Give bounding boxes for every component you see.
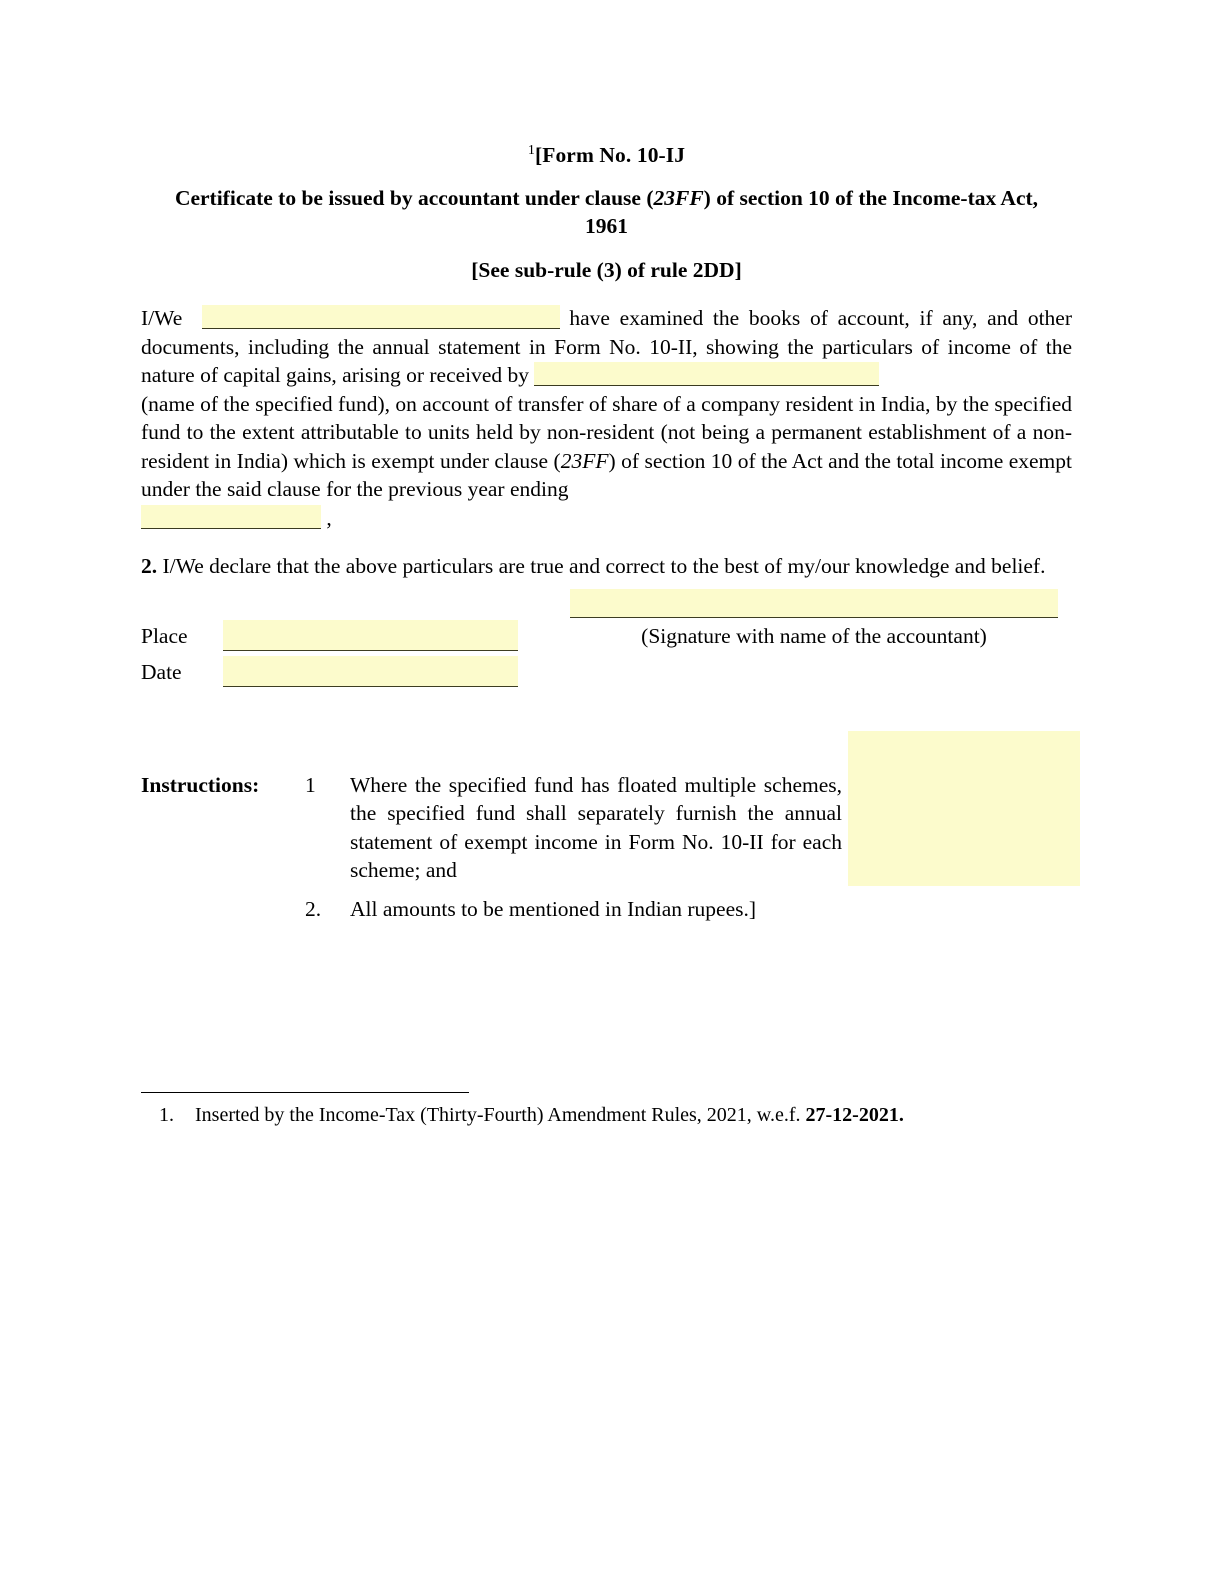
declaration-paragraph <box>141 284 1072 532</box>
place-row <box>141 615 561 651</box>
paragraph-segment-4: ) of section 10 of the Act and the total income exempt under the said clause for the previous year ending <box>141 448 1072 502</box>
certificate-title <box>141 168 1072 241</box>
footnote-date: 27-12-2021. <box>805 1104 904 1126</box>
accountant-name-blank[interactable] <box>202 305 560 329</box>
signature-area <box>141 581 1072 723</box>
instruction-2-text: All amounts to be mentioned in Indian rupees.] <box>350 896 757 921</box>
form-number-text: [Form No. 10-IJ <box>534 143 686 167</box>
date-label: Date <box>141 659 182 684</box>
footnote-marker: 1 <box>527 142 535 158</box>
specified-fund-name-blank[interactable] <box>534 362 879 386</box>
place-date-block <box>141 615 561 687</box>
signature-block <box>570 589 1058 650</box>
instruction-item-1 <box>141 771 1072 885</box>
paragraph-segment-3: (name of the specified fund), on account of transfer of share of a company resident in India, by the specified fund to the extent attributable to units held by non-resident (not being a permanent establishment of a non-resident in India) which is exempt under clause ( <box>141 391 1072 473</box>
paragraph-segment-5: , <box>326 505 332 530</box>
previous-year-ending-blank[interactable] <box>141 505 321 529</box>
place-input[interactable] <box>223 620 518 651</box>
certificate-title-part1: Certificate to be issued by accountant under clause ( <box>174 186 654 211</box>
document-content <box>141 0 1072 923</box>
instructions-section <box>141 723 1072 924</box>
instruction-item-2 <box>141 885 1072 924</box>
footnote-number: 1. <box>159 1104 174 1126</box>
form-number-heading <box>141 0 1072 168</box>
signature-blank[interactable] <box>570 589 1058 618</box>
date-row <box>141 651 561 687</box>
instruction-2-number: 2. <box>305 896 322 921</box>
footnote-text <box>195 1101 904 1129</box>
instructions-list <box>141 771 1072 924</box>
footnote-area <box>141 1092 1072 1129</box>
paragraph-clause-italic: 23FF <box>560 448 609 473</box>
declaration-clause-2 <box>141 532 1072 581</box>
title-block <box>141 0 1072 284</box>
instruction-1-text: Where the specified fund has floated multiple schemes, the specified fund shall separately furnish the annual statement of exempt income in Form No. 10-II for each scheme; and <box>350 772 842 883</box>
clause-2-number: 2. <box>141 554 158 579</box>
instruction-1-number: 1 <box>305 772 316 797</box>
place-label: Place <box>141 623 188 648</box>
footnote-text-part1: Inserted by the Income-Tax (Thirty-Fourth) Amendment Rules, 2021, w.e.f. <box>195 1104 806 1126</box>
clause-2-text: I/We declare that the above particulars are true and correct to the best of my/our knowledge and belief. <box>162 554 1046 579</box>
footnote-entry <box>141 1101 1072 1129</box>
instructions-label: Instructions: <box>141 772 260 797</box>
certificate-title-clause: 23FF <box>653 186 704 211</box>
footnote-separator <box>141 1092 469 1093</box>
paragraph-segment-2: have examined the books of account, if any, and other documents, including the annual statement in Form No. 10-II, showing the particulars of income of the nature of capital gains, arising or received by <box>141 306 1072 388</box>
see-rule-reference: [See sub-rule (3) of rule 2DD] <box>471 258 742 283</box>
paragraph-segment-1: I/We <box>141 306 183 331</box>
date-input[interactable] <box>223 656 518 687</box>
certificate-title-part2: ) of section 10 of the Income-tax Act, 1961 <box>585 186 1039 239</box>
signature-caption: (Signature with name of the accountant) <box>641 623 987 648</box>
